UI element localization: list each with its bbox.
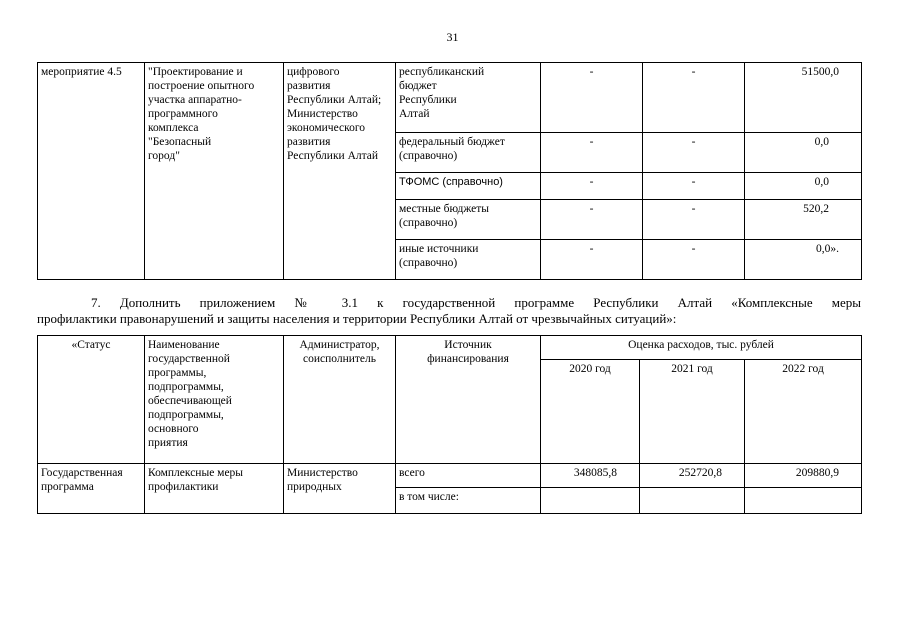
value-2020: - [541, 133, 643, 173]
page-number: 31 [446, 30, 459, 44]
header-name: Наименование государственной программы, подпрограммы, обеспечивающей подпрограммы, основного приятия [145, 336, 284, 464]
empty-cell [745, 488, 862, 514]
value-2021: - [643, 200, 745, 240]
value-2020: - [541, 200, 643, 240]
value-2021: - [643, 63, 745, 133]
row-name: Комплексные меры профилактики [145, 464, 284, 514]
empty-cell [640, 488, 745, 514]
value-2022: 0,0 [745, 173, 862, 200]
paragraph-line-1: 7. Дополнить приложением № 3.1 к государственной программе Республики Алтай «Комплексные меры [91, 295, 861, 310]
value-2022: 0,0 [745, 133, 862, 173]
financing-table-continued [37, 62, 862, 280]
header-status: «Статус [38, 336, 145, 464]
header-year-2020: 2020 год [541, 360, 640, 464]
value-2022: 520,2 [745, 200, 862, 240]
source-cell: республиканский бюджет Республики Алтай [396, 63, 541, 133]
paragraph-line-2: профилактики правонарушений и защиты населения и территории Республики Алтай от чрезвычайных ситуаций»: [37, 311, 677, 326]
event-name-cell: "Проектирование и построение опытного участка аппаратно- программного комплекса "Безопасный город" [145, 63, 284, 280]
appendix-table [37, 335, 862, 514]
value-2020: - [541, 240, 643, 280]
value-2022: 51500,0 [745, 63, 862, 133]
value-2020: - [541, 63, 643, 133]
row-value-2021: 252720,8 [640, 464, 745, 488]
row-value-2020: 348085,8 [541, 464, 640, 488]
value-2022: 0,0». [745, 240, 862, 280]
value-2020: - [541, 173, 643, 200]
header-year-2021: 2021 год [640, 360, 745, 464]
row-source-total: всего [396, 464, 541, 488]
source-cell: ТФОМС (справочно) [396, 173, 541, 200]
value-2021: - [643, 240, 745, 280]
event-cell: мероприятие 4.5 [38, 63, 145, 280]
value-2021: - [643, 133, 745, 173]
source-cell: иные источники (справочно) [396, 240, 541, 280]
amendment-paragraph [37, 295, 861, 327]
admin-cell: цифрового развития Республики Алтай; Министерство экономического развития Республики Алтай [284, 63, 396, 280]
empty-cell [541, 488, 640, 514]
row-value-2022: 209880,9 [745, 464, 862, 488]
header-year-2022: 2022 год [745, 360, 862, 464]
header-source: Источник финансирования [396, 336, 541, 464]
header-admin: Администратор, соисполнитель [284, 336, 396, 464]
row-source-including: в том числе: [396, 488, 541, 514]
source-cell: федеральный бюджет (справочно) [396, 133, 541, 173]
row-admin: Министерство природных [284, 464, 396, 514]
source-cell: местные бюджеты (справочно) [396, 200, 541, 240]
row-status: Государственная программа [38, 464, 145, 514]
value-2021: - [643, 173, 745, 200]
header-costs: Оценка расходов, тыс. рублей [541, 336, 862, 360]
